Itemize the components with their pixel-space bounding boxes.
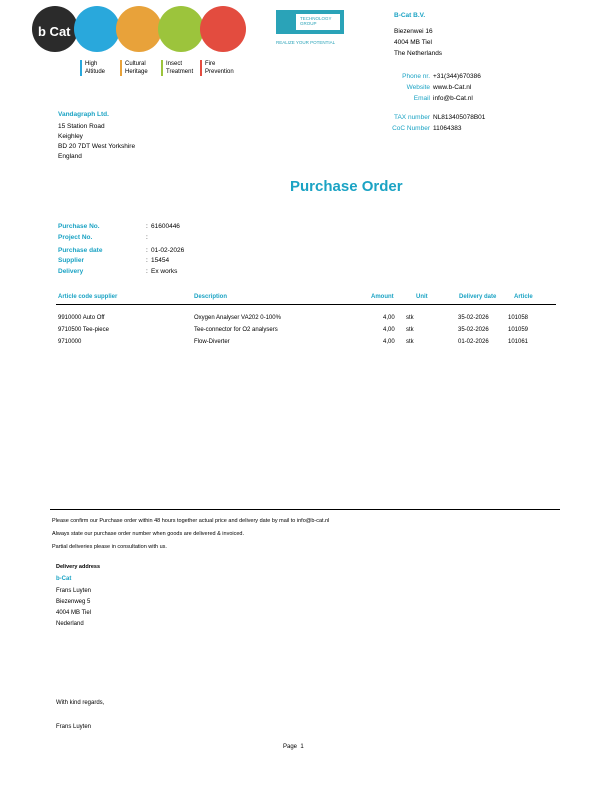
company-street: Biezenwei 16 [394, 28, 433, 35]
partner-tagline: REALIZE YOUR POTENTIAL [276, 40, 336, 45]
meta-purchase-no-value: 61600446 [151, 223, 180, 230]
logo-circle-blue [74, 6, 120, 52]
row-code: 9710500 Tee-piece [58, 327, 109, 333]
th-description: Description [194, 294, 228, 300]
email-label: Email [413, 95, 430, 102]
company-name: B-Cat B.V. [394, 12, 426, 19]
row-description: Flow-Diverter [194, 339, 230, 345]
th-article-code: Article code supplier [58, 294, 118, 300]
meta-purchase-date-value: 01-02-2026 [151, 247, 185, 254]
company-country: The Netherlands [394, 50, 443, 57]
meta-delivery-label: Delivery [58, 268, 84, 275]
logo-circle-orange [116, 6, 162, 52]
logo-brand-text: b Cat [38, 24, 71, 39]
supplier-line3: BD 20 7DT West Yorkshire [58, 143, 136, 150]
page-footer [283, 744, 304, 750]
row-delivery-date: 35-02-2026 [458, 327, 489, 333]
theme-insect-treatment: Insect Treatment [161, 60, 193, 76]
website-value[interactable]: www.b-Cat.nl [433, 84, 472, 91]
delivery-street: Biezenweg 5 [56, 599, 91, 605]
note-state-po: Always state our purchase order number when goods are delivered & invoiced. [52, 531, 244, 537]
theme-high-altitude: High Altitude [80, 60, 105, 76]
partner-name-line2: GROUP [300, 21, 317, 26]
closing-signer: Frans Luyten [56, 724, 92, 730]
note-confirm: Please confirm our Purchase order within 48 hours together actual price and delivery date by mail to info@b-cat.nl [52, 518, 330, 524]
phone-value: +31(344)670386 [433, 73, 481, 80]
theme-fire-prevention: Fire Prevention [200, 60, 234, 76]
company-city: 4004 MB Tiel [394, 39, 432, 46]
page-label: Page [283, 744, 298, 750]
logo-circle-red [200, 6, 246, 52]
partner-logo [276, 10, 344, 34]
tax-value: NL813405078B01 [433, 114, 486, 121]
theme-cultural-heritage: Cultural Heritage [120, 60, 148, 76]
row-article: 101061 [508, 339, 529, 345]
delivery-country: Nederland [56, 621, 84, 627]
row-description: Oxygen Analyser VA202 0-100% [194, 315, 281, 321]
supplier-line2: Keighley [58, 133, 83, 140]
meta-project-no-label: Project No. [58, 234, 93, 241]
meta-delivery-value: Ex works [151, 268, 178, 275]
row-delivery-date: 01-02-2026 [458, 339, 489, 345]
meta-supplier-label: Supplier [58, 257, 85, 264]
th-amount: Amount [371, 294, 394, 300]
row-description: Tee-connector for O2 analysers [194, 327, 278, 333]
row-amount: 4,00 [383, 327, 395, 333]
row-delivery-date: 35-02-2026 [458, 315, 489, 321]
delivery-contact: Frans Luyten [56, 588, 92, 594]
tax-label: TAX number [393, 114, 430, 121]
th-unit: Unit [416, 294, 428, 300]
partner-name-line1: TECHNOLOGY [300, 16, 332, 21]
delivery-city: 4004 MB Tiel [56, 610, 92, 616]
row-article: 101058 [508, 315, 529, 321]
note-partial: Partial deliveries please in consultation with us. [52, 544, 167, 550]
page-number: 1 [300, 744, 304, 750]
meta-supplier-value: 15454 [151, 257, 170, 264]
supplier-name: Vandagraph Ltd. [58, 111, 109, 118]
delivery-address-heading: Delivery address [56, 564, 101, 570]
row-amount: 4,00 [383, 315, 395, 321]
row-unit: stk [406, 315, 414, 321]
document-title: Purchase Order [290, 178, 403, 195]
coc-value: 11064383 [433, 125, 462, 132]
coc-label: CoC Number [392, 125, 430, 132]
supplier-line4: England [58, 153, 82, 160]
supplier-line1: 15 Station Road [58, 123, 105, 130]
meta-purchase-no-label: Purchase No. [58, 223, 100, 230]
row-unit: stk [406, 327, 414, 333]
row-unit: stk [406, 339, 414, 345]
notes-rule [50, 509, 560, 510]
meta-purchase-date-label: Purchase date [58, 247, 103, 254]
row-amount: 4,00 [383, 339, 395, 345]
th-delivery-date: Delivery date [459, 294, 497, 300]
th-article: Article [514, 294, 533, 300]
row-article: 101059 [508, 327, 529, 333]
closing-regards: With kind regards, [56, 700, 105, 706]
row-code: 9910000 Auto Off [58, 315, 105, 321]
delivery-name: b-Cat [56, 576, 72, 582]
website-label: Website [406, 84, 430, 91]
row-code: 9710000 [58, 339, 82, 345]
logo-circle-green [158, 6, 204, 52]
email-value[interactable]: info@b-Cat.nl [433, 95, 473, 102]
phone-label: Phone nr. [402, 73, 430, 80]
table-header-rule [56, 304, 556, 305]
